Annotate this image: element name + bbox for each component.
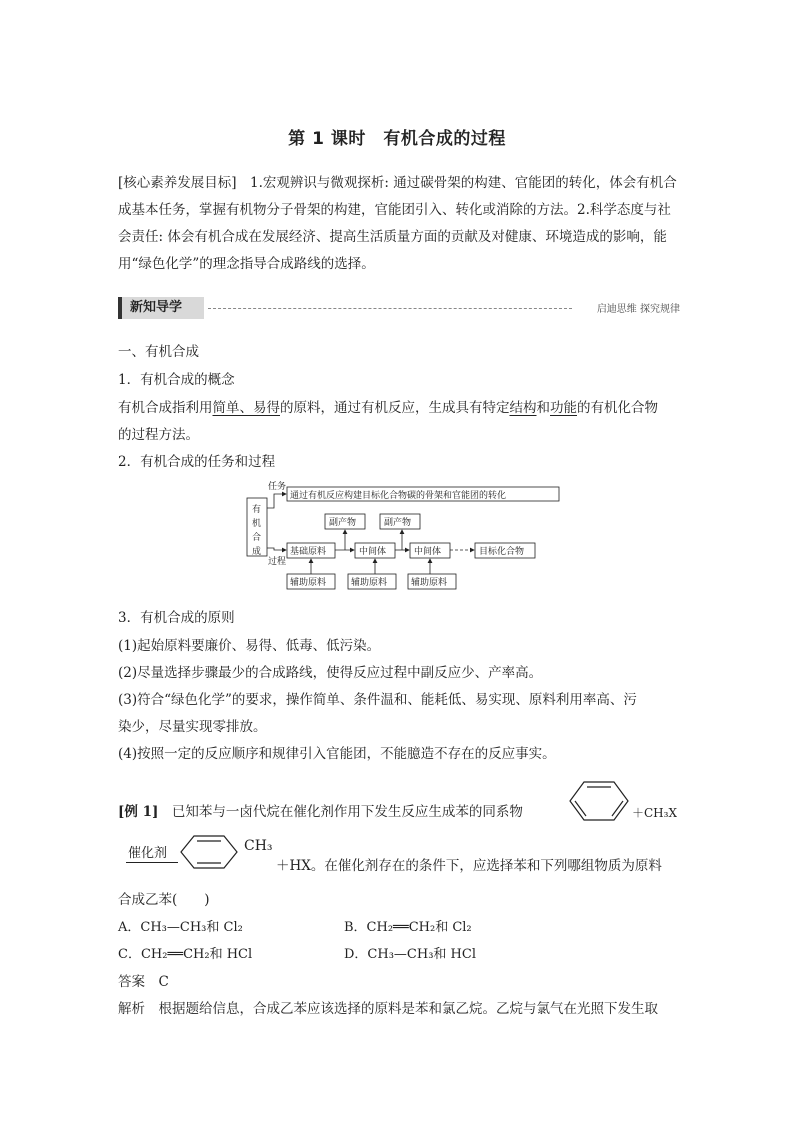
left-box-char: 机 (252, 519, 262, 529)
organic-synthesis-box (247, 498, 267, 557)
task-label: 任务 (268, 482, 287, 492)
page-title: 第 1 课时 有机合成的过程 (288, 129, 506, 149)
aux-material-label: 辅助原料 (411, 578, 448, 588)
aux-material-label: 辅助原料 (290, 578, 327, 588)
catalyst-label: 催化剂 (128, 846, 168, 861)
core-goals-lead: [核心素养发展目标] (118, 175, 237, 191)
concept-text: 和 (536, 400, 550, 416)
core-goals (118, 170, 678, 278)
section-right-caption: 启迪思维 探究规律 (596, 304, 680, 315)
benzene-ring-icon (568, 778, 630, 824)
example-text: 已知苯与一卤代烷在催化剂作用下发生反应生成苯的同系物 (158, 804, 523, 820)
left-box-char: 合 (252, 533, 262, 543)
analysis: 解析 根据题给信息，合成乙苯应该选择的原料是苯和氯乙烷。乙烷与氯气在光照下发生取 (118, 1001, 658, 1017)
concept-line-1 (118, 396, 658, 416)
option-a: A．CH₃—CH₃和 Cl₂ (118, 920, 243, 935)
example-question: 合成乙苯( ) (118, 892, 210, 908)
heading-1: 一、有机合成 (118, 344, 199, 360)
synthesis-flow-diagram (230, 478, 570, 596)
blank-answer: 简单、易得 (212, 400, 280, 416)
example-continuation: ＋HX。在催化剂存在的条件下，应选择苯和下列哪组物质为原料 (276, 858, 662, 874)
intermediate-label: 中间体 (414, 547, 442, 557)
ch3-substituent: CH₃ (244, 838, 273, 854)
reaction-arrow (126, 862, 178, 863)
reaction-line (118, 840, 683, 876)
heading-1-2: 2．有机合成的任务和过程 (118, 454, 276, 470)
aux-material-label: 辅助原料 (351, 578, 388, 588)
byproduct-label: 副产物 (329, 518, 357, 528)
left-box-char: 成 (252, 547, 262, 557)
blank-answer: 结构 (509, 400, 537, 416)
option-b: B．CH₂══CH₂和 Cl₂ (344, 920, 472, 935)
start-material-label: 基础原料 (290, 547, 327, 557)
example-line-1 (118, 800, 523, 820)
byproduct-label: 副产物 (384, 518, 412, 528)
option-c: C．CH₂══CH₂和 HCl (118, 947, 253, 962)
reagent-ch3x: ＋CH₃X (632, 806, 678, 820)
left-box-char: 有 (252, 505, 262, 515)
section-tag: 新知导学 (118, 297, 204, 319)
heading-1-1: 1．有机合成的概念 (118, 372, 235, 388)
principle-1: (1)起始原料要廉价、易得、低毒、低污染。 (118, 638, 381, 654)
option-d: D．CH₃—CH₃和 HCl (344, 947, 476, 962)
intermediate-label: 中间体 (359, 547, 387, 557)
concept-line-2: 的过程方法。 (118, 427, 199, 443)
toluene-ring-icon (180, 832, 240, 872)
task-text: 通过有机反应构建目标化合物碳的骨架和官能团的转化 (290, 491, 507, 501)
answer: 答案 C (118, 974, 169, 990)
target-compound-label: 目标化合物 (479, 547, 525, 557)
blank-answer: 功能 (550, 400, 577, 416)
concept-text: 的原料，通过有机反应，生成具有特定 (280, 400, 510, 416)
process-label: 过程 (268, 557, 287, 567)
principle-3-cont: 染少，尽量实现零排放。 (118, 719, 267, 735)
principle-4: (4)按照一定的反应顺序和规律引入官能团，不能臆造不存在的反应事实。 (118, 746, 556, 762)
section-header (118, 297, 680, 321)
principle-2: (2)尽量选择步骤最少的合成路线，使得反应过程中副反应少、产率高。 (118, 665, 543, 681)
concept-text: 的有机化合物 (577, 400, 658, 416)
concept-text: 有机合成指利用 (118, 400, 213, 416)
heading-1-3: 3．有机合成的原则 (118, 610, 235, 626)
section-divider (208, 308, 572, 309)
example-label: [例 1] (118, 804, 159, 820)
principle-3: (3)符合“绿色化学”的要求，操作简单、条件温和、能耗低、易实现、原料利用率高、污 (118, 692, 637, 708)
core-goals-text: 1.宏观辨识与微观探析: 通过碳骨架的构建、官能团的转化，体会有机合成基本任务，掌握有机物分子骨架的构建，官能团引入、转化或消除的方法。2.科学态度与社会责任: 体会有机合成在发展经济、提高生活质量方面的贡献及对健康、环境造成的影响，能用“绿色化学”的理念指导合成路线的选择。 (118, 175, 677, 272)
